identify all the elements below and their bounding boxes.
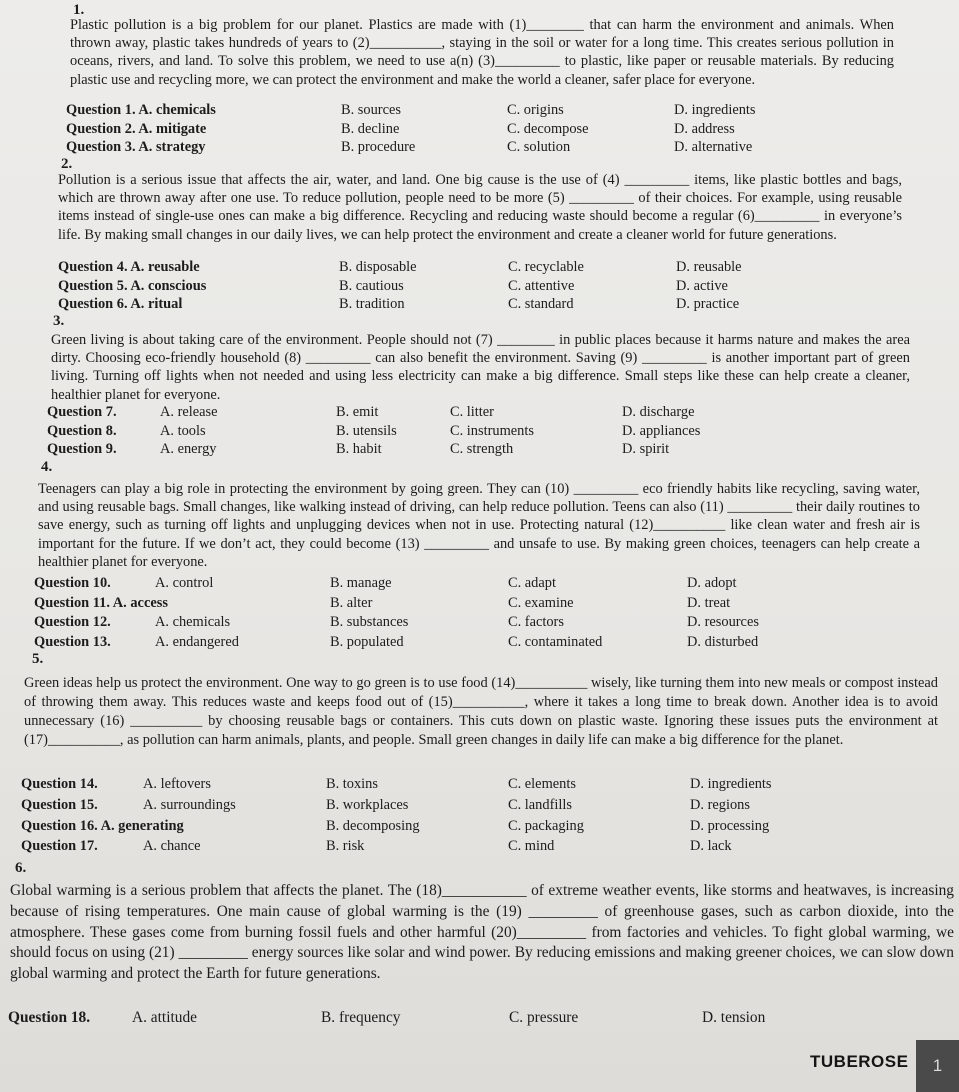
question-7-option-b[interactable]: B. emit (336, 404, 379, 420)
question-6-option-c[interactable]: C. standard (508, 296, 574, 313)
section-5-number: 5. (32, 651, 44, 667)
question-1-label: Question 1. A. chemicals (66, 102, 216, 118)
question-13-option-a[interactable]: A. endangered (155, 633, 239, 650)
question-8-label: Question 8. (47, 422, 117, 439)
question-15-option-d[interactable]: D. regions (690, 796, 750, 813)
question-4-option-d[interactable]: D. reusable (676, 259, 742, 275)
section-6-number: 6. (15, 860, 27, 876)
section-6-passage: Global warming is a serious problem that affects the planet. The (18)___________ of extreme weather events, like storms and heatwaves, is increasing because of rising temperatures. One main cause of global warming is the (19) _________ of greenhouse gases, such as carbon dioxide, into the atmosphere. These gases come from burning fossil fuels and other harmful (20)_________ from factories and vehicles. To fight global warming, we should focus on using (21) _________ energy sources like solar and wind power. By reducing emissions and making greener choices, we can slow down global warming and protect the Earth for future generations. (10, 882, 954, 983)
question-14-option-a[interactable]: A. leftovers (143, 776, 211, 792)
section-1-passage: Plastic pollution is a big problem for our planet. Plastics are made with (1)________ that can harm the environment and animals. When thrown away, plastic takes hundreds of years to (2)__________, staying in the soil or water for a long time. This creates serious pollution in oceans, rivers, and land. To solve this problem, we need to use a(n) (3)_________ to plastic, like paper or reusable materials. By reducing plastic use and recycling more, we can protect the environment and make the world a cleaner, safer place for everyone. (70, 17, 894, 88)
question-16-option-c[interactable]: C. packaging (508, 817, 584, 834)
question-9-label: Question 9. (47, 441, 117, 458)
question-3-option-c[interactable]: C. solution (507, 139, 571, 156)
question-4-label: Question 4. A. reusable (58, 259, 200, 275)
section-3-passage: Green living is about taking care of the environment. People should not (7) ________ in public places because it harms nature and makes the area dirty. Choosing eco-friendly household (8) _________ can also benefit the environment. Saving (9) _________ is another important part of green living. Turning off lights when not needed and using less electricity can make a big difference. Small steps like these can help create a cleaner, healthier planet for everyone. (51, 332, 910, 403)
question-13-option-d[interactable]: D. disturbed (687, 633, 759, 650)
question-9-option-b[interactable]: B. habit (336, 441, 382, 458)
question-17-option-b[interactable]: B. risk (326, 838, 365, 855)
question-11-label: Question 11. A. access (34, 594, 168, 611)
question-2-label: Question 2. A. mitigate (66, 120, 207, 137)
section-2-passage: Pollution is a serious issue that affects the air, water, and land. One big cause is the use of (4) _________ items, like plastic bottles and bags, which are thrown away after one use. To reduce pollution, people need to be more (5) _________ of their choices. For example, using reusable items instead of single-use ones can make a big difference. Recycling and reducing waste should become a regular (6)_________ in everyone’s life. By making small changes in our daily lives, we can help protect the environment and create a cleaner world for future generations. (58, 172, 902, 243)
question-15-option-a[interactable]: A. surroundings (143, 796, 236, 813)
question-12-option-b[interactable]: B. substances (330, 614, 409, 630)
question-8-option-c[interactable]: C. instruments (450, 422, 534, 439)
question-18-option-c[interactable]: C. pressure (509, 1009, 579, 1026)
question-14-option-b[interactable]: B. toxins (326, 776, 378, 792)
question-10-label: Question 10. (34, 575, 111, 591)
question-12-option-c[interactable]: C. factors (508, 614, 564, 630)
question-9-option-d[interactable]: D. spirit (622, 441, 670, 458)
question-18-option-a[interactable]: A. attitude (132, 1009, 197, 1026)
section-5-passage: Green ideas help us protect the environment. One way to go green is to use food (14)__________ wisely, like turning them into new meals or compost instead of throwing them away. This reduces waste and keeps food out of (15)__________, where it takes a long time to break down. Another idea is to avoid unnecessary (16) __________ by choosing reusable bags or containers. This cuts down on plastic waste. Ignoring these issues puts the environment at (17)__________, as pollution can harm animals, plants, and people. Small green changes in daily life can make a big difference for the planet. (24, 675, 938, 748)
question-14-option-c[interactable]: C. elements (508, 776, 576, 792)
question-7-option-d[interactable]: D. discharge (622, 404, 695, 420)
question-17-option-a[interactable]: A. chance (143, 838, 201, 855)
question-9-option-a[interactable]: A. energy (160, 441, 217, 458)
question-5-option-d[interactable]: D. active (676, 277, 728, 294)
question-4-option-c[interactable]: C. recyclable (508, 259, 584, 275)
question-5-label: Question 5. A. conscious (58, 277, 207, 294)
question-7-option-a[interactable]: A. release (160, 404, 218, 420)
question-10-option-a[interactable]: A. control (155, 575, 214, 591)
question-6-option-d[interactable]: D. practice (676, 296, 740, 313)
question-9-option-c[interactable]: C. strength (450, 441, 514, 458)
question-5-option-b[interactable]: B. cautious (339, 277, 404, 294)
page-number: 1 (916, 1040, 959, 1092)
question-6-option-b[interactable]: B. tradition (339, 296, 405, 313)
question-17-option-d[interactable]: D. lack (690, 838, 732, 855)
section-2-number: 2. (61, 156, 73, 172)
question-3-label: Question 3. A. strategy (66, 139, 206, 156)
question-11-option-c[interactable]: C. examine (508, 594, 574, 611)
question-15-label: Question 15. (21, 796, 98, 813)
question-8-option-b[interactable]: B. utensils (336, 422, 397, 439)
question-10-option-d[interactable]: D. adopt (687, 575, 737, 591)
question-14-label: Question 14. (21, 776, 98, 792)
question-1-option-b[interactable]: B. sources (341, 102, 401, 118)
question-6-label: Question 6. A. ritual (58, 296, 183, 313)
question-15-option-c[interactable]: C. landfills (508, 796, 572, 813)
section-4-passage: Teenagers can play a big role in protecting the environment by going green. They can (10) _________ eco friendly habits like recycling, saving water, and using reusable bags. Small changes, like walking instead of driving, can help reduce pollution. Teens can also (11) _________ their daily routines to save energy, such as turning off lights and unplugging devices when not in use. Protecting natural (12)__________ like clean water and fresh air is important for the future. If we don’t act, they could become (13) _________ and unsafe to use. By making green choices, teenagers can help create a healthier planet for everyone. (38, 481, 920, 570)
section-4-number: 4. (41, 459, 53, 475)
question-16-option-b[interactable]: B. decomposing (326, 817, 420, 834)
question-10-option-c[interactable]: C. adapt (508, 575, 556, 591)
question-13-label: Question 13. (34, 633, 111, 650)
question-8-option-d[interactable]: D. appliances (622, 422, 701, 439)
question-16-option-d[interactable]: D. processing (690, 817, 770, 834)
question-18-option-b[interactable]: B. frequency (321, 1009, 401, 1026)
question-14-option-d[interactable]: D. ingredients (690, 776, 772, 792)
question-10-option-b[interactable]: B. manage (330, 575, 392, 591)
question-1-option-c[interactable]: C. origins (507, 102, 564, 118)
question-12-option-d[interactable]: D. resources (687, 614, 759, 630)
section-3-number: 3. (53, 313, 65, 329)
question-8-option-a[interactable]: A. tools (160, 422, 206, 439)
question-11-option-d[interactable]: D. treat (687, 594, 731, 611)
question-2-option-d[interactable]: D. address (674, 120, 735, 137)
question-11-option-b[interactable]: B. alter (330, 594, 373, 611)
footer-brand: TUBEROSE (810, 1052, 909, 1071)
question-3-option-d[interactable]: D. alternative (674, 139, 753, 156)
question-12-label: Question 12. (34, 614, 111, 630)
question-1-option-d[interactable]: D. ingredients (674, 102, 756, 118)
question-4-option-b[interactable]: B. disposable (339, 259, 417, 275)
question-16-label: Question 16. A. generating (21, 817, 184, 834)
question-17-label: Question 17. (21, 838, 98, 855)
question-18-label: Question 18. (8, 1009, 91, 1026)
question-5-option-c[interactable]: C. attentive (508, 277, 575, 294)
question-15-option-b[interactable]: B. workplaces (326, 796, 409, 813)
question-2-option-c[interactable]: C. decompose (507, 120, 589, 137)
question-12-option-a[interactable]: A. chemicals (155, 614, 231, 630)
question-18-option-d[interactable]: D. tension (702, 1009, 766, 1026)
question-17-option-c[interactable]: C. mind (508, 838, 555, 855)
question-13-option-c[interactable]: C. contaminated (508, 633, 603, 650)
question-7-option-c[interactable]: C. litter (450, 404, 494, 420)
question-2-option-b[interactable]: B. decline (341, 120, 400, 137)
question-3-option-b[interactable]: B. procedure (341, 139, 416, 156)
question-13-option-b[interactable]: B. populated (330, 633, 404, 650)
question-7-label: Question 7. (47, 404, 117, 420)
section-1-number: 1. (73, 2, 85, 18)
